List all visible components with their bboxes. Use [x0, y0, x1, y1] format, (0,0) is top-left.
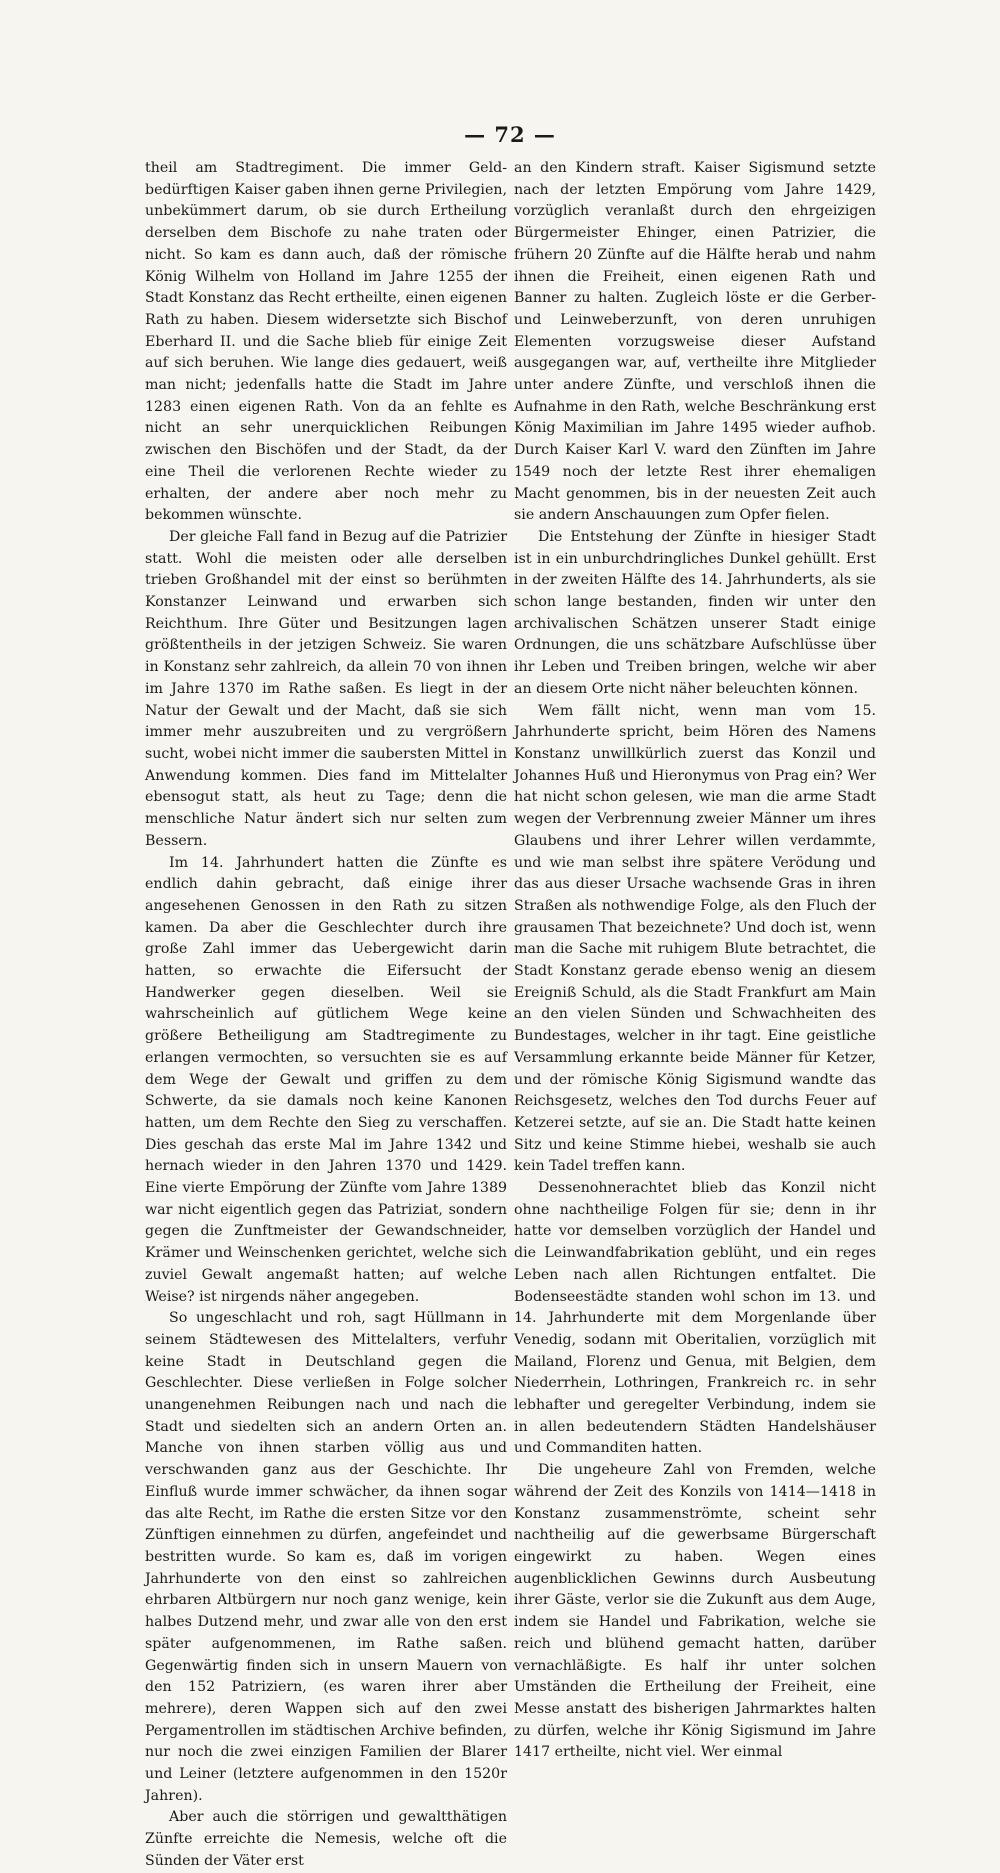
left-column: [145, 158, 507, 1873]
paragraph: Die Entstehung der Zünfte in hiesiger Stadt ist in ein unburchdringliches Dunkel gehüllt. Erst in der zweiten Hälfte des 14. Jahrhunderts, als sie schon lange bestanden, finden wir unter den archivalischen Schätzen unserer Stadt einige Ordnungen, die uns schätzbare Aufschlüsse über ihr Leben und Treiben bringen, welche wir aber an diesem Orte nicht näher beleuchten können.: [514, 528, 876, 697]
paragraph: Dessenohnerachtet blieb das Konzil nicht ohne nachtheilige Folgen für sie; denn in ihr hatte vor demselben vorzüglich der Handel und die Leinwandfabrikation geblüht, und ein reges Leben nach allen Richtungen entfaltet. Die Bodenseestädte standen wohl schon im 13. und 14. Jahrhunderte mit dem Morgenlande über Venedig, sodann mit Oberitalien, vorzüglich mit Mailand, Florenz und Genua, mit Belgien, dem Niederrhein, Lothringen, Frankreich rc. in sehr lebhafter und geregelter Verbindung, indem sie in allen bedeutendern Städten Handelshäuser und Commanditen hatten.: [514, 1180, 876, 1457]
page-number: — 72 —: [464, 122, 556, 147]
paragraph: Wem fällt nicht, wenn man vom 15. Jahrhunderte spricht, beim Hören des Namens Konstanz unwillkürlich zuerst das Konzil und Johannes Huß und Hieronymus von Prag ein? Wer hat nicht schon gelesen, wie man die arme Stadt wegen der Verbrennung zweier Männer um ihres Glaubens und ihrer Lehrer willen verdammte, und wie man selbst ihre spätere Verödung und das aus dieser Ursache wachsende Gras in ihren Straßen als nothwendige Folge, als den Fluch der grausamen That bezeichnete? Und doch ist, wenn man die Sache mit ruhigem Blute betrachtet, die Stadt Konstanz gerade ebenso wenig an diesem Ereigniß Schuld, als die Stadt Frankfurt am Main an den vielen Sünden und Schwachheiten des Bundestages, welcher in ihr tagt. Eine geistliche Versammlung erkannte beide Männer für Ketzer, und der römische König Sigismund wandte das Reichsgesetz, welches den Tod durchs Feuer auf Ketzerei setzte, auf sie an. Die Stadt hatte keinen Sitz und keine Stimme hiebei, weshalb sie auch kein Tadel treffen kann.: [514, 702, 876, 1175]
paragraph: So ungeschlacht und roh, sagt Hüllmann in seinem Städtewesen des Mittelalters, verfuhr keine Stadt in Deutschland gegen die Geschlechter. Diese verließen in Folge solcher unangenehmen Reibungen nach und nach die Stadt und siedelten sich an andern Orten an. Manche von ihnen starben völlig aus und verschwanden ganz aus der Geschichte. Ihr Einfluß wurde immer schwächer, da ihnen sogar das alte Recht, im Rathe die ersten Sitze vor den Zünftigen einnehmen zu dürfen, angefeindet und bestritten wurde. So kam es, daß im vorigen Jahrhunderte von den einst so zahlreichen ehrbaren Altbürgern nur noch ganz wenige, kein halbes Dutzend mehr, und zwar alle von den erst später aufgenommenen, im Rathe saßen. Gegenwärtig finden sich in unsern Mauern von den 152 Patriziern, (es waren ihrer aber mehrere), deren Wappen sich auf den zwei Pergamentrollen im städtischen Archive befinden, nur noch die zwei einzigen Familien der Blarer und Leiner (letztere aufgenommen in den 1520r Jahren).: [145, 1310, 507, 1804]
paragraph: an den Kindern straft. Kaiser Sigismund setzte nach der letzten Empörung vom Jahre 1429, vorzüglich veranlaßt durch den ehrgeizigen Bürgermeister Ehinger, einen Patrizier, die frühern 20 Zünfte auf die Hälfte herab und nahm ihnen die Freiheit, einen eigenen Rath und Banner zu halten. Zugleich löste er die Gerber- und Leinweberzunft, von deren unruhigen Elementen vorzugsweise dieser Aufstand ausgegangen war, auf, vertheilte ihre Mitglieder unter andere Zünfte, und verschloß ihnen die Aufnahme in den Rath, welche Beschränkung erst König Maximilian im Jahre 1495 wieder aufhob. Durch Kaiser Karl V. ward den Zünften im Jahre 1549 noch der letzte Rest ihrer ehemaligen Macht genommen, bis in der neuesten Zeit auch sie andern Anschauungen zum Opfer fielen.: [514, 160, 876, 524]
paragraph: Die ungeheure Zahl von Fremden, welche während der Zeit des Konzils von 1414—1418 in Konstanz zusammenströmte, scheint sehr nachtheilig auf die gewerbsame Bürgerschaft eingewirkt zu haben. Wegen eines augenblicklichen Gewinns durch Ausbeutung ihrer Gäste, verlor sie die Zukunft aus dem Auge, indem sie Handel und Fabrikation, welche sie reich und blühend gemacht hatten, darüber vernachläßigte. Es half ihr unter solchen Umständen die Ertheilung der Freiheit, eine Messe anstatt des bisherigen Jahrmarktes halten zu dürfen, welche ihr König Sigismund im Jahre 1417 ertheilte, nicht viel. Wer einmal: [514, 1462, 876, 1761]
paragraph: theil am Stadtregiment. Die immer Geld-bedürftigen Kaiser gaben ihnen gerne Privilegien, unbekümmert darum, ob sie durch Ertheilung derselben dem Bischofe zu nahe traten oder nicht. So kam es dann auch, daß der römische König Wilhelm von Holland im Jahre 1255 der Stadt Konstanz das Recht ertheilte, einen eigenen Rath zu haben. Diesem widersetzte sich Bischof Eberhard II. und die Sache blieb für einige Zeit auf sich beruhen. Wie lange dies gedauert, weiß man nicht; jedenfalls hatte die Stadt im Jahre 1283 einen eigenen Rath. Von da an fehlte es nicht an sehr unerquicklichen Reibungen zwischen den Bischöfen und der Stadt, da der eine Theil die verlorenen Rechte wieder zu erhalten, der andere aber noch mehr zu bekommen wünschte.: [145, 160, 507, 524]
right-column: [514, 158, 876, 1764]
paragraph: Aber auch die störrigen und gewaltthätigen Zünfte erreichte die Nemesis, welche oft die Sünden der Väter erst: [145, 1809, 507, 1869]
paragraph: Der gleiche Fall fand in Bezug auf die Patrizier statt. Wohl die meisten oder alle derselben trieben Großhandel mit der einst so berühmten Konstanzer Leinwand und erwarben sich Reichthum. Ihre Güter und Besitzungen lagen größtentheils in der jetzigen Schweiz. Sie waren in Konstanz sehr zahlreich, da allein 70 von ihnen im Jahre 1370 im Rathe saßen. Es liegt in der Natur der Gewalt und der Macht, daß sie sich immer mehr auszubreiten und zu vergrößern sucht, wobei nicht immer die saubersten Mittel in Anwendung kommen. Dies fand im Mittelalter ebensogut statt, als heut zu Tage; denn die menschliche Natur ändert sich nur selten zum Bessern.: [145, 528, 507, 849]
paragraph: Im 14. Jahrhundert hatten die Zünfte es endlich dahin gebracht, daß einige ihrer angesehenen Genossen in den Rath zu sitzen kamen. Da aber die Geschlechter durch ihre große Zahl immer das Uebergewicht darin hatten, so erwachte die Eifersucht der Handwerker gegen dieselben. Weil sie wahrscheinlich auf gütlichem Wege keine größere Betheiligung am Stadtregimente zu erlangen vermochten, so versuchten sie es auf dem Wege der Gewalt und griffen zu dem Schwerte, da sie damals noch keine Kanonen hatten, um dem Rechte den Sieg zu verschaffen. Dies geschah das erste Mal im Jahre 1342 und hernach wieder in den Jahren 1370 und 1429. Eine vierte Empörung der Zünfte vom Jahre 1389 war nicht eigentlich gegen das Patriziat, sondern gegen die Zunftmeister der Gewandschneider, Krämer und Weinschenken gerichtet, welche sich zuviel Gewalt angemaßt hatten; auf welche Weise? ist nirgends näher angegeben.: [145, 854, 507, 1305]
